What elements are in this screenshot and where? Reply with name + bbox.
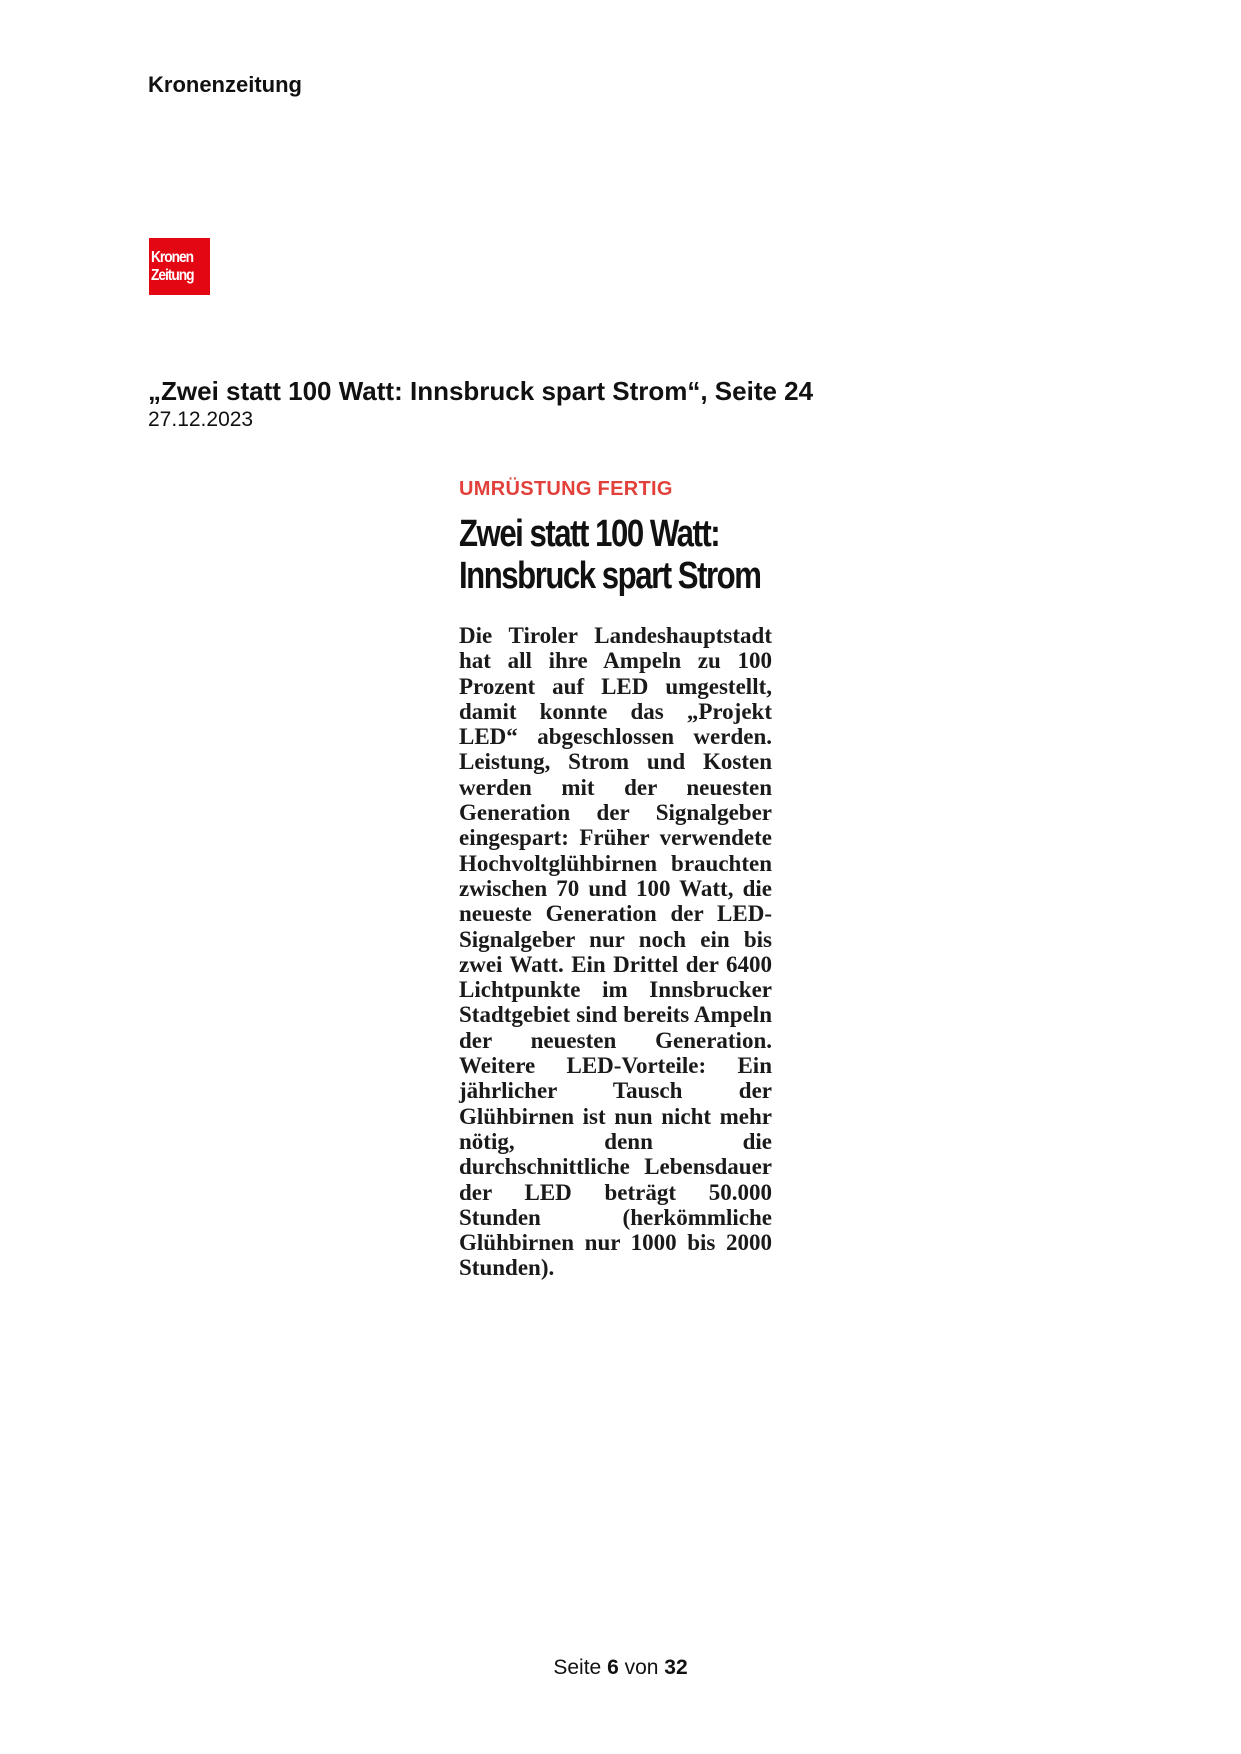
article-headline (459, 513, 772, 597)
logo-line-1: Kronen (151, 248, 193, 266)
kronen-zeitung-logo (149, 238, 210, 295)
page-separator: von (624, 1656, 659, 1679)
page-footer (0, 1656, 1241, 1680)
article-kicker: UMRÜSTUNG FERTIG (459, 478, 673, 500)
page-total: 32 (664, 1656, 688, 1679)
article-clipping (459, 478, 772, 1281)
page-current: 6 (607, 1656, 619, 1679)
document-title: „Zwei statt 100 Watt: Innsbruck spart Strom“, Seite 24 (148, 376, 814, 406)
article-body: Die Tiroler Landeshauptstadt hat all ihre Ampeln zu 100 Prozent auf LED umgestellt, damit konnte das „Projekt LED“ abgeschlossen werden. Leistung, Strom und Kosten werden mit der neuesten Generation der Signalgeber eingespart: Früher verwendete Hochvoltglühbirnen brauchten zwischen 70 und 100 Watt, die neueste Generation der LED-Signalgeber nur noch ein bis zwei Watt. Ein Drittel der 6400 Lichtpunkte im Innsbrucker Stadtgebiet sind bereits Ampeln der neuesten Generation. Weitere LED-Vorteile: Ein jährlicher Tausch der Glühbirnen ist nun nicht mehr nötig, denn die durchschnittliche Lebensdauer der LED beträgt 50.000 Stunden (herkömmliche Glühbirnen nur 1000 bis 2000 Stunden). (459, 623, 772, 1281)
headline-line-2: Innsbruck spart Strom (459, 555, 761, 597)
document-date: 27.12.2023 (148, 408, 254, 431)
headline-line-1: Zwei statt 100 Watt: (459, 513, 720, 555)
source-name: Kronenzeitung (148, 72, 302, 97)
logo-line-2: Zeitung (151, 266, 194, 284)
page-prefix: Seite (553, 1656, 602, 1679)
